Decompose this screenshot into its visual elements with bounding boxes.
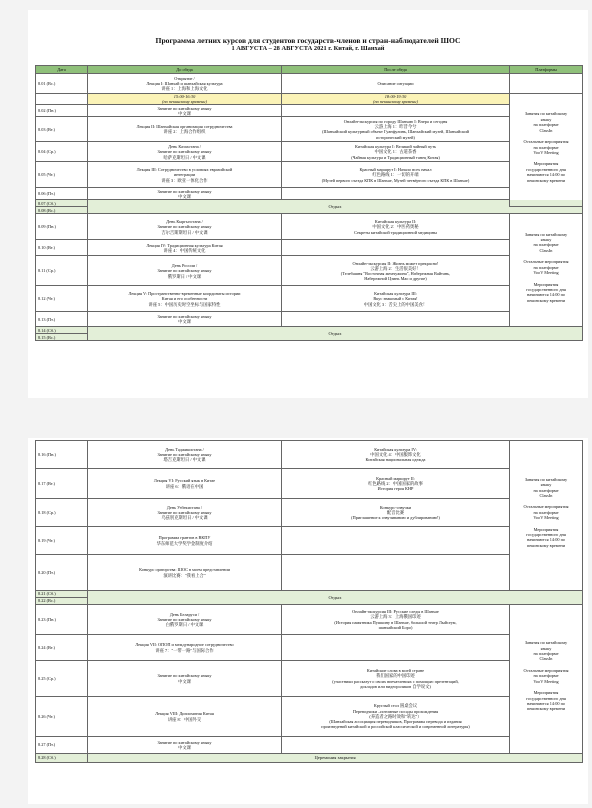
cell-line: Китая и его особенности	[161, 296, 208, 302]
morning-cell	[88, 162, 282, 188]
cell-line: Лекция VI: Русский язык в Китае	[153, 478, 216, 484]
cell-line: Занятия по китайскому	[524, 111, 568, 117]
date-cell: 8.15 (Вс.)	[36, 334, 88, 341]
col-header-platforms: Платформы	[510, 66, 583, 74]
platform-time	[512, 527, 580, 549]
cell-line: 华东师范大学奖学金制度介绍	[156, 540, 213, 546]
cell-line: Занятие по китайскому языку	[157, 509, 212, 515]
cell-line: 中国文化 3：舌尖上的中国美食！	[363, 301, 428, 307]
morning-cell	[88, 142, 282, 162]
cell-line: на платформе	[533, 509, 559, 515]
platform-time	[512, 690, 580, 712]
cell-line: на платформе	[533, 264, 559, 270]
cell-line: языку	[540, 482, 552, 488]
table-row	[36, 661, 583, 697]
cell-line: пекинскому времени	[527, 706, 565, 712]
cell-line: пекинскому времени	[527, 177, 565, 183]
date-cell: 8.19 (Чт.)	[36, 527, 88, 555]
date-cell: 8.14 (Сб.)	[36, 327, 88, 334]
cell-line: День Беларуси /	[169, 611, 200, 617]
document-title: Программа летних курсов для студентов государств-членов и стран-наблюдателей ШОС	[155, 36, 461, 45]
platform-voov	[512, 504, 580, 520]
afternoon-cell	[282, 312, 510, 327]
date-cell: 8.22 (Вс.)	[36, 598, 88, 605]
schedule-table-page-2	[35, 440, 583, 763]
platform-cell-blank	[510, 74, 583, 94]
morning-cell	[88, 256, 282, 286]
cell-line: начинаются 14:00 по	[526, 172, 566, 178]
cell-line: Остальные мероприятия	[523, 139, 569, 145]
cell-line: 中文课	[178, 678, 191, 684]
cell-line: Лекция V: Пространственно-временные координаты истории	[128, 291, 241, 297]
cell-line: языку	[540, 237, 552, 243]
cell-line: (Музей первого съезда КПК в Шанхае, Музей четвёртого съезда КПК в Шанхае)	[321, 177, 470, 183]
table-row-weekend	[36, 591, 583, 598]
rest-label: Отдых	[88, 591, 583, 605]
table-row	[36, 214, 583, 240]
cell-line: пекинскому времени	[527, 542, 565, 548]
date-cell	[36, 94, 88, 105]
cell-line: Китайская культура III:	[374, 291, 417, 297]
platform-time	[512, 282, 580, 304]
table-row	[36, 240, 583, 256]
table-row	[36, 555, 583, 591]
table-row	[36, 256, 583, 286]
cell-line: Занятие по китайскому языку	[157, 739, 212, 745]
cell-line: (Телебашня "Восточная жемчужина", Набережная Вайтань,	[340, 270, 451, 276]
cell-line: государственного дня	[526, 166, 566, 172]
cell-line: государственного дня	[526, 286, 566, 292]
cell-line: Занятие по китайскому языку	[157, 616, 212, 622]
afternoon-cell	[282, 697, 510, 737]
afternoon-cell	[282, 555, 510, 591]
morning-cell	[88, 441, 282, 469]
table-row	[36, 312, 583, 327]
cell-line: 配音比赛	[386, 509, 405, 515]
date-cell: 8.21 (Сб.)	[36, 591, 88, 598]
morning-cell	[88, 635, 282, 661]
cell-line: 中国文化 2：中医药奥秘	[372, 224, 419, 230]
cell-line: 白俄罗斯日 / 中文课	[165, 622, 204, 628]
afternoon-cell	[282, 499, 510, 527]
afternoon-cell	[282, 74, 510, 94]
cell-line: День Казахстана /	[168, 144, 201, 150]
date-cell: 8.09 (Пн.)	[36, 214, 88, 240]
cell-line: 云游上海 2：生活很美好！	[370, 265, 421, 271]
cell-line: на платформе	[533, 487, 559, 493]
cell-line: Красный маршрут II:	[376, 475, 415, 481]
table-row	[36, 74, 583, 94]
cell-line: День Таджикистана /	[165, 446, 204, 452]
cell-line: Китайская национальная одежда	[365, 457, 426, 463]
cell-line: Занятие по китайскому языку	[157, 105, 212, 111]
afternoon-cell	[282, 441, 510, 469]
cell-line: 中文课	[178, 193, 191, 199]
cell-line: Китайские слова в моей стране	[366, 668, 425, 674]
document-subtitle: 1 АВГУСТА – 28 АВГУСТА 2021 г. Китай, г. Шанхай	[231, 45, 385, 52]
platform-classin	[512, 640, 580, 662]
platforms-cell	[510, 605, 583, 754]
table-row-weekend	[36, 327, 583, 334]
cell-line: Китайская культура II:	[374, 219, 417, 225]
date-cell: 8.23 (Пн.)	[36, 605, 88, 635]
afternoon-cell	[282, 240, 510, 256]
date-cell: 8.10 (Вт.)	[36, 240, 88, 256]
date-cell: 8.27 (Пт.)	[36, 737, 88, 754]
cell-line: История героя КНР	[377, 486, 414, 492]
afternoon-cell	[282, 661, 510, 697]
table-row	[36, 105, 583, 117]
time-cell-morning	[88, 94, 282, 105]
table-row	[36, 469, 583, 499]
cell-line: Красный маршрут I: Начало всех начал	[359, 167, 432, 173]
date-cell: 8.17 (Вт.)	[36, 469, 88, 499]
cell-line: 中文课	[178, 110, 191, 116]
closing-ceremony-label: Церемония закрытия	[88, 754, 583, 763]
afternoon-cell	[282, 214, 510, 240]
cell-line: (Шанхайская ассоциация переводчиков, Программы перевода и издания	[329, 719, 462, 725]
rest-label: Отдых	[88, 200, 583, 214]
afternoon-cell	[282, 286, 510, 312]
cell-line: (Чайная культура и Традиционный танец Китая)	[351, 154, 440, 160]
afternoon-cell	[282, 635, 510, 661]
cell-line: Китайская культура I: Великий чайный путь	[354, 144, 437, 150]
cell-line: 云游上海 1：昨昔今兮	[374, 124, 417, 130]
cell-line: 俄罗斯日 / 中文课	[167, 273, 202, 279]
table-row	[36, 697, 583, 737]
date-cell: 8.24 (Вт.)	[36, 635, 88, 661]
cell-line: ClassIn	[539, 656, 553, 662]
cell-line: Занятия по китайскому	[524, 231, 568, 237]
date-cell: 8.13 (Пт.)	[36, 312, 88, 327]
cell-line: на платформе	[533, 122, 559, 128]
cell-line: Конкурс-озвучки	[379, 504, 412, 510]
schedule-table-page-1	[35, 65, 583, 341]
cell-line: 红色路线 1：一切的开端	[372, 172, 419, 178]
col-header-morning: До обеда	[88, 66, 282, 74]
morning-cell	[88, 605, 282, 635]
date-cell: 8.25 (Ср.)	[36, 661, 88, 697]
morning-cell	[88, 74, 282, 94]
cell-line: (участники рассказут о своих впечатлениях с помощью презентаций,	[332, 678, 459, 684]
cell-line: на платформе	[533, 242, 559, 248]
date-cell: 8.05 (Чт.)	[36, 162, 88, 188]
table-row	[36, 527, 583, 555]
cell-line: Круглый стол 圆桌会议	[373, 703, 418, 709]
date-cell: 8.11 (Ср.)	[36, 256, 88, 286]
morning-cell	[88, 188, 282, 200]
afternoon-cell	[282, 105, 510, 117]
cell-line: 哈萨克斯坦日 / 中文课	[163, 154, 206, 160]
cell-line: VooV Meeting	[533, 270, 559, 276]
cell-line: начинаются 14:00 по	[526, 700, 566, 706]
morning-cell	[88, 214, 282, 240]
platform-time	[512, 161, 580, 183]
afternoon-cell	[282, 469, 510, 499]
table-row	[36, 635, 583, 661]
cell-line: День России /	[171, 263, 198, 269]
platform-voov	[512, 259, 580, 275]
cell-line: Занятие по китайскому языку	[157, 149, 212, 155]
cell-line: произведений китайской и российской классической и современной литературы)	[321, 724, 470, 730]
time-cell-afternoon	[282, 94, 510, 105]
col-header-afternoon: После обеда	[282, 66, 510, 74]
platform-classin	[512, 111, 580, 133]
cell-line: Секреты китайской традиционной медицины	[354, 229, 437, 235]
cell-line: государственного дня	[526, 695, 566, 701]
afternoon-cell	[282, 142, 510, 162]
cell-line: на платформе	[533, 651, 559, 657]
cell-line: 红色路线 2：中国国家的故事	[368, 480, 423, 486]
morning-cell	[88, 737, 282, 754]
cell-line: Остальные мероприятия	[523, 259, 569, 265]
cell-line: 演讲比赛："我看上合"	[163, 572, 206, 578]
cell-line: Переводчики –потомные посады прохождения	[352, 708, 439, 714]
table-row-weekend	[36, 200, 583, 207]
cell-line: Лекция III: Сотрудничество в условиях евразийской	[136, 167, 233, 173]
cell-line: 讲座 2：上海合作组织	[163, 129, 206, 135]
cell-line: шанхайский Боро)	[378, 624, 413, 630]
cell-line: Занятие по китайскому языку	[157, 673, 212, 679]
afternoon-cell	[282, 737, 510, 754]
cell-line: VooV Meeting	[533, 149, 559, 155]
cell-line: 中国文化 4：中国服饰文化	[370, 451, 421, 457]
cell-line: Занятие по китайскому языку	[157, 268, 212, 274]
cell-line: докладов или видеороликов 自学说文)	[360, 683, 431, 689]
cell-line: (养造者之路时效和"转达"）	[369, 713, 422, 719]
cell-line: Вкус знакомый с Китая!	[373, 296, 418, 302]
cell-line: День Узбекистана /	[166, 504, 203, 510]
table-row	[36, 499, 583, 527]
cell-line: 讲座 8：中国外交	[167, 716, 202, 722]
cell-line: Онлайн-экскурсия по городу Шанхаю I: Вчера и сегодня	[343, 119, 448, 124]
cell-line: Описание ситуации	[377, 80, 414, 86]
cell-line: (История памятника Пушкину в Шанхае, большой театр Лыйсеум,	[334, 619, 457, 625]
cell-line: Мероприятия	[533, 161, 559, 167]
afternoon-cell	[282, 117, 510, 142]
table-row-times	[36, 94, 583, 105]
cell-line: Мероприятия	[533, 526, 559, 532]
cell-line: 讲座 4：中国传统文化	[163, 247, 206, 253]
cell-line: 15:00-16:30	[173, 94, 196, 99]
cell-line: 讲座 7："一带一路"与国际合作	[155, 647, 214, 653]
rest-label: Отдых	[88, 327, 583, 341]
platform-voov	[512, 139, 580, 155]
morning-cell	[88, 469, 282, 499]
cell-line: на платформе	[533, 673, 559, 679]
cell-line: VooV Meeting	[533, 678, 559, 684]
afternoon-cell	[282, 605, 510, 635]
morning-cell	[88, 527, 282, 555]
platform-classin	[512, 232, 580, 254]
cell-line: Конкурс ораторства: ШОС в моем представлении	[139, 567, 230, 573]
cell-line: Мероприятия	[533, 281, 559, 287]
platform-voov	[512, 668, 580, 684]
table-row	[36, 441, 583, 469]
morning-cell	[88, 555, 282, 591]
cell-line: государственного дня	[526, 532, 566, 538]
date-cell: 8.12 (Чт.)	[36, 286, 88, 312]
table-row	[36, 188, 583, 200]
date-cell: 8.18 (Ср.)	[36, 499, 88, 527]
morning-cell	[88, 105, 282, 117]
cell-line: ClassIn	[539, 492, 553, 498]
cell-line: Остальные мероприятия	[523, 667, 569, 673]
table-row-closing	[36, 754, 583, 763]
platforms-cell	[510, 94, 583, 207]
col-header-date: Дата	[36, 66, 88, 74]
cell-line: пекинскому времени	[527, 297, 565, 303]
platform-classin	[512, 477, 580, 499]
cell-line: Занятия по китайскому	[524, 640, 568, 646]
cell-line: 中文课	[178, 319, 191, 325]
document-page-2	[28, 438, 588, 804]
date-cell: 8.04 (Ср.)	[36, 142, 88, 162]
cell-line: 讲座 3：欧亚一体化合作	[161, 177, 208, 183]
cell-line: 讲座 6：俄语在中国	[165, 483, 204, 489]
cell-line: языку	[540, 645, 552, 651]
cell-line: VooV Meeting	[533, 515, 559, 521]
cell-line: Занятие по китайскому языку	[157, 314, 212, 320]
table-header-row	[36, 66, 583, 74]
cell-line: Лекция I: Шанхай и шанхайская культура	[146, 80, 223, 86]
date-cell: 8.06 (Пт.)	[36, 188, 88, 200]
morning-cell	[88, 312, 282, 327]
table-row	[36, 117, 583, 142]
cell-line: (по пекинскому времени)	[162, 99, 207, 105]
date-cell: 8.02 (Пн.)	[36, 105, 88, 117]
cell-line: 中文课	[178, 745, 191, 750]
cell-line: Лекция IV: Традиционная культура Китая	[146, 242, 223, 248]
cell-line: 讲座 1：上海和上海文化	[161, 86, 208, 92]
cell-line: на платформе	[533, 144, 559, 150]
afternoon-cell	[282, 256, 510, 286]
cell-line: (Шанхайский культурный объект Гуанфулинь, Шанхайский музей, Шанхайский	[322, 129, 469, 135]
cell-line: Мероприятия	[533, 690, 559, 696]
date-cell: 8.26 (Чт.)	[36, 697, 88, 737]
cell-line: начинаются 14:00 по	[526, 292, 566, 298]
cell-line: Занятия по китайскому	[524, 476, 568, 482]
morning-cell	[88, 697, 282, 737]
table-row	[36, 605, 583, 635]
date-cell: 8.03 (Вт.)	[36, 117, 88, 142]
cell-line: ClassIn	[539, 127, 553, 133]
cell-line: исторический музей)	[376, 134, 415, 140]
cell-line: Остальные мероприятия	[523, 504, 569, 510]
table-row	[36, 162, 583, 188]
cell-line: 云游上海 3：上海俄国印迹	[370, 614, 421, 620]
cell-line: 18:00-19:30	[384, 94, 407, 99]
morning-cell	[88, 240, 282, 256]
table-row	[36, 737, 583, 754]
cell-line: Занятие по китайскому языку	[157, 224, 212, 230]
afternoon-cell	[282, 527, 510, 555]
cell-line: интеграции	[173, 172, 196, 178]
cell-line: Занятие по китайскому языку	[157, 451, 212, 457]
cell-line: ClassIn	[539, 247, 553, 253]
cell-line: Лекция VII: ОПОП и международное сотрудничество	[135, 642, 234, 648]
afternoon-cell	[282, 188, 510, 200]
cell-line: Лекция VIII: Дипломатия Китая	[155, 711, 214, 717]
cell-line: 乌兹别克斯坦日 / 中文课	[161, 515, 208, 521]
date-cell: 8.20 (Пт.)	[36, 555, 88, 591]
date-cell: 8.16 (Пн.)	[36, 441, 88, 469]
morning-cell	[88, 286, 282, 312]
cell-line: 讲座 5：中国历史时空坐标与国家特性	[148, 301, 221, 307]
date-cell: 8.07 (Сб.)	[36, 200, 88, 207]
cell-line: начинаются 14:00 по	[526, 537, 566, 543]
cell-line: Открытие /	[174, 75, 195, 81]
platforms-cell	[510, 214, 583, 327]
date-cell: 8.08 (Вс.)	[36, 207, 88, 214]
morning-cell	[88, 117, 282, 142]
cell-line: (по пекинскому времени)	[373, 99, 418, 105]
cell-line: языку	[540, 116, 552, 122]
cell-line: Программа грантов в ВКПУ	[158, 535, 211, 541]
platforms-cell	[510, 441, 583, 591]
cell-line: 我们国家的中国印迹	[376, 673, 415, 679]
cell-line: 吉尔吉斯斯坦日 / 中文课	[161, 229, 208, 235]
cell-line: 中国文化 1：古道茶香	[374, 149, 417, 155]
morning-cell	[88, 661, 282, 697]
cell-line: День Кыргызстана /	[166, 219, 203, 225]
cell-line: 塔吉克斯坦日 / 中文课	[163, 457, 206, 463]
table-row	[36, 286, 583, 312]
document-page-1	[28, 10, 588, 398]
cell-line: Занятие по китайскому языку	[157, 188, 212, 194]
cell-line: (Приглашение к озвучиванию и дублированию!)	[351, 515, 440, 521]
date-cell: 8.28 (Сб.)	[36, 754, 88, 763]
cell-line: Онлайн-экскурсия III: Русские следы в Шанхае	[352, 609, 439, 615]
cell-line: Онлайн-экскурсия II: Жизнь может прекрасно!	[352, 260, 439, 266]
cell-line: Набережной Цзинь Мао и другие)	[364, 276, 427, 282]
cell-line: Китайская культура IV:	[374, 446, 417, 452]
cell-line: Лекция II: Шанхайская организация сотрудничества	[136, 124, 233, 130]
date-cell: 8.01 (Вс.)	[36, 74, 88, 94]
morning-cell	[88, 499, 282, 527]
afternoon-cell	[282, 162, 510, 188]
table-row	[36, 142, 583, 162]
